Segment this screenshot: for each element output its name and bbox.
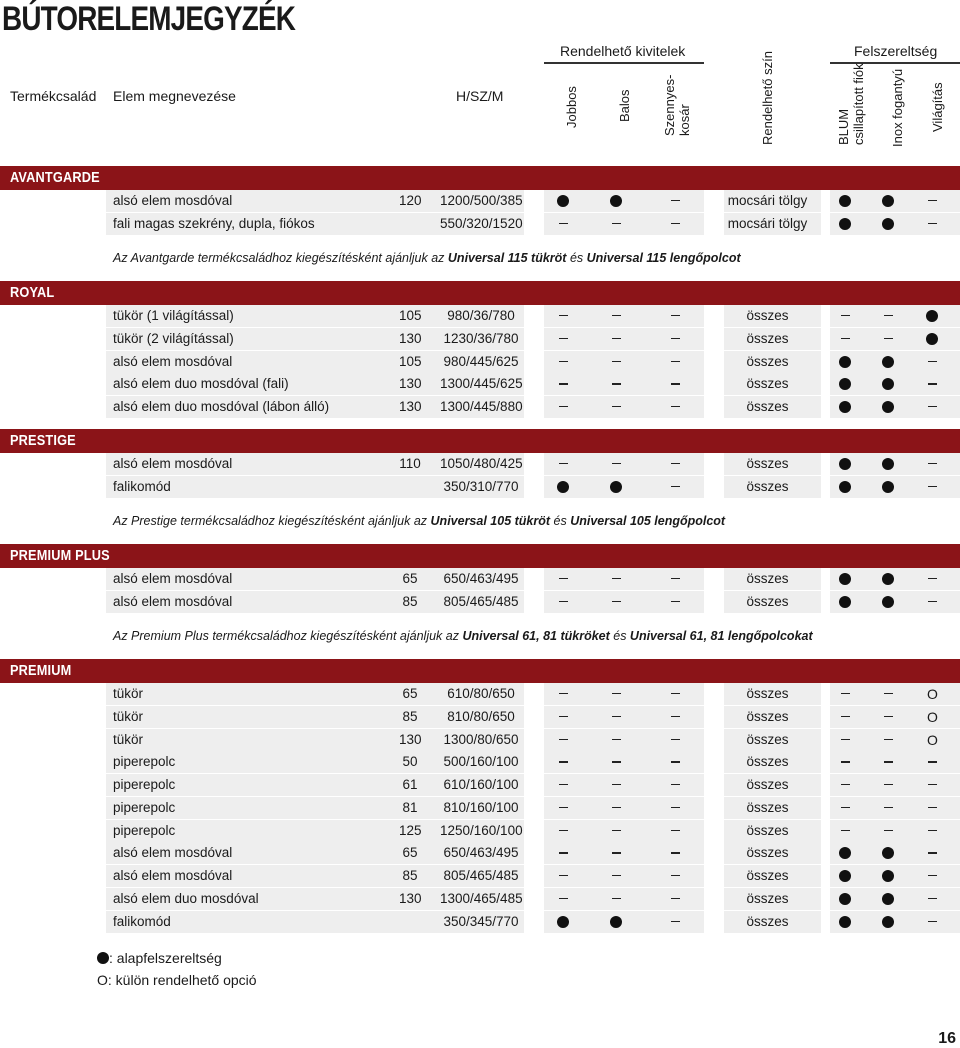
table-row [0, 305, 960, 327]
dash-icon [671, 716, 680, 717]
element-size: 50 [402, 754, 418, 770]
element-dimensions: 650/463/495 [443, 571, 519, 586]
element-color: összes [746, 868, 789, 883]
dash-icon [671, 830, 680, 831]
section-band [0, 544, 960, 568]
element-name: piperepolc [113, 822, 176, 838]
row-shade [544, 305, 704, 327]
row-shade [544, 591, 704, 613]
section-band [0, 281, 960, 305]
dash-icon [612, 383, 621, 384]
dash-icon [928, 361, 937, 362]
dash-icon [841, 761, 850, 762]
element-color: összes [746, 399, 789, 414]
table-row [0, 373, 960, 395]
element-color: összes [746, 478, 789, 494]
element-size: 65 [402, 686, 418, 701]
element-dimensions: 805/465/485 [443, 593, 519, 609]
dash-icon [671, 601, 680, 602]
row-shade [544, 774, 704, 796]
element-size: 130 [399, 399, 422, 414]
dot-icon [839, 916, 851, 928]
header-element-name: Elem megnevezése [113, 88, 236, 104]
element-size: 85 [402, 868, 418, 883]
dash-icon [841, 739, 850, 740]
ring-icon: O [927, 686, 938, 702]
note-text: Az Premium Plus termékcsaládhoz kiegészítésként ajánljuk az [113, 629, 463, 643]
dot-icon [839, 481, 851, 493]
element-name: alsó elem mosdóval [113, 353, 233, 369]
row-shade [544, 568, 704, 590]
dot-icon [610, 916, 622, 928]
dash-icon [928, 852, 937, 853]
dash-icon [612, 693, 621, 694]
dot-icon [926, 333, 938, 345]
dash-icon [884, 716, 893, 717]
dash-icon [671, 486, 680, 487]
row-shade [544, 328, 704, 350]
row-shade [544, 888, 704, 910]
dash-icon [841, 315, 850, 316]
section-band [0, 659, 960, 683]
header-col-basket: Szennyes- kosár [662, 74, 692, 136]
note-text: Universal 61, 81 tükröket [462, 629, 610, 643]
dash-icon [612, 784, 621, 785]
table-row [0, 190, 960, 212]
element-color: összes [746, 686, 789, 701]
element-dimensions: 1200/500/385 [440, 193, 523, 208]
dash-icon [559, 383, 568, 384]
element-name: tükör (1 világítással) [113, 308, 234, 323]
dash-icon [559, 739, 568, 740]
dash-icon [612, 223, 621, 224]
row-shade [544, 751, 704, 773]
dot-icon [839, 573, 851, 585]
dot-icon [926, 310, 938, 322]
dash-icon [928, 807, 937, 808]
note-text: Universal 115 lengőpolcot [586, 251, 741, 265]
dot-icon [882, 458, 894, 470]
element-name: piperepolc [113, 754, 176, 770]
section-band [0, 166, 960, 190]
element-dimensions: 650/463/495 [443, 845, 519, 861]
legend-dot-label: : alapfelszereltség [109, 950, 222, 966]
element-dimensions: 1250/160/100 [440, 822, 523, 838]
table-row [0, 706, 960, 728]
note-text: Universal 105 tükröt [430, 514, 551, 528]
header-dimensions: H/SZ/M [456, 88, 504, 104]
element-dimensions: 805/465/485 [443, 868, 519, 883]
dash-icon [671, 578, 680, 579]
dash-icon [671, 406, 680, 407]
dash-icon [884, 338, 893, 339]
element-size: 61 [402, 777, 418, 792]
table-row [0, 213, 960, 235]
dot-icon [839, 195, 851, 207]
table-row [0, 797, 960, 819]
note-text: és [609, 629, 630, 643]
element-name: fali magas szekrény, dupla, fiókos [113, 215, 315, 231]
dash-icon [671, 383, 680, 384]
dash-icon [671, 898, 680, 899]
table-row [0, 888, 960, 910]
section-name: ROYAL [10, 284, 55, 301]
element-name: alsó elem mosdóval [113, 593, 233, 609]
element-color: mocsári tölgy [727, 215, 808, 231]
element-name: falikomód [113, 478, 171, 494]
table-row [0, 351, 960, 373]
dash-icon [884, 315, 893, 316]
dash-icon [612, 830, 621, 831]
dash-icon [559, 361, 568, 362]
row-shade [544, 396, 704, 418]
dot-icon [882, 218, 894, 230]
element-size: 130 [399, 330, 422, 346]
page-number: 16 [938, 1030, 956, 1047]
element-color: összes [746, 822, 789, 838]
dot-icon [882, 870, 894, 882]
dash-icon [671, 807, 680, 808]
element-dimensions: 1230/36/780 [443, 330, 519, 346]
dash-icon [559, 852, 568, 853]
element-dimensions: 980/445/625 [443, 353, 519, 369]
element-name: alsó elem mosdóval [113, 193, 233, 208]
note-text: Universal 105 lengőpolcot [570, 514, 726, 528]
note-text: és [566, 251, 587, 265]
element-color: összes [746, 353, 789, 369]
element-name: alsó elem mosdóval [113, 868, 233, 883]
dash-icon [559, 578, 568, 579]
dash-icon [884, 784, 893, 785]
dash-icon [559, 601, 568, 602]
element-dimensions: 550/320/1520 [440, 215, 523, 231]
element-dimensions: 810/160/100 [443, 799, 519, 815]
element-color: összes [746, 308, 789, 323]
dash-icon [612, 578, 621, 579]
dash-icon [671, 921, 680, 922]
section-name: PRESTIGE [10, 432, 76, 449]
element-name: piperepolc [113, 777, 176, 792]
row-shade [544, 453, 704, 475]
row-shade [544, 683, 704, 705]
section-name: PREMIUM [10, 662, 72, 679]
dot-icon [839, 458, 851, 470]
element-dimensions: 350/345/770 [443, 913, 519, 929]
header-group-orderable: Rendelhető kivitelek [560, 43, 686, 59]
dash-icon [612, 315, 621, 316]
dash-icon [559, 716, 568, 717]
header-col-color: Rendelhető szín [760, 51, 775, 145]
section-name: PREMIUM PLUS [10, 547, 110, 564]
element-name: alsó elem duo mosdóval (lábon álló) [113, 399, 330, 414]
dash-icon [612, 406, 621, 407]
dot-icon [557, 916, 569, 928]
row-shade [544, 797, 704, 819]
table-row [0, 453, 960, 475]
dash-icon [928, 921, 937, 922]
element-size: 130 [399, 376, 422, 392]
element-color: összes [746, 330, 789, 346]
element-size: 85 [402, 708, 418, 724]
header-col-inox: Inox fogantyú [890, 68, 905, 147]
element-name: tükör [113, 708, 144, 724]
element-color: összes [746, 890, 789, 906]
dash-icon [928, 601, 937, 602]
element-dimensions: 610/160/100 [443, 777, 519, 792]
table-row [0, 591, 960, 613]
header-col-light: Világítás [930, 82, 945, 132]
row-shade [544, 865, 704, 887]
dash-icon [612, 739, 621, 740]
dash-icon [928, 406, 937, 407]
element-size: 110 [399, 456, 421, 471]
element-name: alsó elem mosdóval [113, 845, 233, 861]
dash-icon [559, 338, 568, 339]
element-color: összes [746, 754, 789, 770]
dash-icon [928, 200, 937, 201]
dot-icon [839, 870, 851, 882]
ring-icon: O [927, 708, 938, 725]
element-color: mocsári tölgy [727, 193, 808, 208]
dash-icon [612, 338, 621, 339]
element-name: tükör (2 világítással) [113, 330, 234, 346]
table-row [0, 820, 960, 842]
table-row [0, 328, 960, 350]
element-color: összes [746, 777, 789, 792]
dash-icon [928, 486, 937, 487]
element-size: 130 [399, 890, 422, 906]
element-dimensions: 810/80/650 [447, 708, 515, 724]
header-product-family: Termékcsalád [10, 88, 97, 104]
dash-icon [559, 784, 568, 785]
table-row [0, 911, 960, 933]
dash-icon [671, 784, 680, 785]
dot-icon [882, 573, 894, 585]
dash-icon [559, 223, 568, 224]
element-dimensions: 500/160/100 [443, 754, 519, 770]
element-size: 65 [402, 571, 418, 586]
note-text: Az Avantgarde termékcsaládhoz kiegészítésként ajánljuk az [113, 251, 448, 265]
table-row [0, 842, 960, 864]
element-name: piperepolc [113, 799, 176, 815]
legend-dot [97, 950, 222, 966]
dash-icon [671, 852, 680, 853]
dash-icon [671, 338, 680, 339]
element-name: alsó elem duo mosdóval [113, 890, 259, 906]
section-name: AVANTGARDE [10, 169, 100, 186]
dot-icon [610, 195, 622, 207]
dash-icon [928, 898, 937, 899]
dash-icon [612, 761, 621, 762]
dot-icon [839, 356, 851, 368]
dot-icon [839, 596, 851, 608]
dot-icon [557, 481, 569, 493]
table-row [0, 568, 960, 590]
dash-icon [671, 315, 680, 316]
table-row [0, 683, 960, 705]
group-underline [544, 62, 704, 64]
dash-icon [928, 578, 937, 579]
element-size: 125 [399, 822, 422, 838]
dash-icon [841, 830, 850, 831]
dash-icon [884, 739, 893, 740]
element-name: tükör [113, 686, 144, 701]
dot-icon [610, 481, 622, 493]
element-size: 105 [399, 308, 422, 323]
dot-icon [882, 596, 894, 608]
dash-icon [928, 383, 937, 384]
header-col-blum: BLUM csillapított fiók [836, 63, 866, 145]
dash-icon [612, 463, 621, 464]
element-dimensions: 350/310/770 [443, 478, 519, 494]
element-name: alsó elem mosdóval [113, 456, 233, 471]
element-color: összes [746, 731, 789, 747]
dot-icon [839, 401, 851, 413]
dot-icon [839, 893, 851, 905]
section-note [113, 514, 725, 528]
element-size: 105 [399, 353, 422, 369]
dash-icon [671, 200, 680, 201]
dot-icon [882, 893, 894, 905]
dash-icon [841, 338, 850, 339]
dash-icon [612, 898, 621, 899]
dash-icon [559, 898, 568, 899]
element-size: 65 [402, 845, 418, 861]
dash-icon [671, 463, 680, 464]
dash-icon [612, 852, 621, 853]
table-row [0, 751, 960, 773]
element-color: összes [746, 376, 789, 392]
row-shade [544, 820, 704, 842]
dash-icon [928, 830, 937, 831]
element-color: összes [746, 593, 789, 609]
dash-icon [841, 693, 850, 694]
element-size: 130 [399, 731, 422, 747]
element-dimensions: 610/80/650 [447, 686, 515, 701]
table-row [0, 729, 960, 751]
dash-icon [612, 601, 621, 602]
element-color: összes [746, 708, 789, 724]
row-shade [544, 729, 704, 751]
dash-icon [841, 807, 850, 808]
dash-icon [612, 807, 621, 808]
element-color: összes [746, 456, 789, 471]
note-text: Az Prestige termékcsaládhoz kiegészítésként ajánljuk az [113, 514, 431, 528]
header-group-equipment: Felszereltség [854, 43, 938, 59]
dash-icon [671, 693, 680, 694]
element-dimensions: 1050/480/425 [440, 456, 523, 471]
dash-icon [559, 830, 568, 831]
dash-icon [671, 875, 680, 876]
dot-icon [882, 481, 894, 493]
row-shade [544, 373, 704, 395]
element-dimensions: 1300/445/625 [440, 376, 523, 392]
dot-icon [839, 218, 851, 230]
dash-icon [612, 716, 621, 717]
dash-icon [559, 693, 568, 694]
element-name: falikomód [113, 913, 171, 929]
dash-icon [928, 784, 937, 785]
table-row [0, 865, 960, 887]
dash-icon [559, 406, 568, 407]
element-size: 81 [402, 799, 418, 815]
table-row [0, 396, 960, 418]
dash-icon [928, 761, 937, 762]
note-text: Universal 61, 81 lengőpolcokat [629, 629, 813, 643]
dash-icon [671, 761, 680, 762]
dash-icon [671, 739, 680, 740]
page-title: BÚTORELEMJEGYZÉK [2, 0, 296, 38]
row-shade [544, 706, 704, 728]
element-color: összes [746, 799, 789, 815]
dot-icon [882, 401, 894, 413]
dash-icon [884, 693, 893, 694]
header-col-right: Jobbos [564, 86, 579, 128]
dot-icon [97, 952, 109, 964]
element-dimensions: 1300/80/650 [443, 731, 519, 747]
dash-icon [884, 761, 893, 762]
row-shade [544, 213, 704, 235]
dash-icon [928, 463, 937, 464]
element-dimensions: 1300/465/485 [440, 890, 523, 906]
row-shade [544, 842, 704, 864]
table-row [0, 476, 960, 498]
element-dimensions: 1300/445/880 [440, 399, 523, 414]
section-note [113, 629, 813, 643]
element-size: 85 [402, 593, 418, 609]
dash-icon [559, 807, 568, 808]
dash-icon [559, 315, 568, 316]
element-color: összes [746, 913, 789, 929]
section-band [0, 429, 960, 453]
dot-icon [557, 195, 569, 207]
dash-icon [841, 784, 850, 785]
table-row [0, 774, 960, 796]
element-color: összes [746, 845, 789, 861]
legend-ring: O: külön rendelhető opció [97, 972, 257, 988]
element-color: összes [746, 571, 789, 586]
ring-icon: O [927, 731, 938, 748]
row-shade [544, 351, 704, 373]
dash-icon [928, 223, 937, 224]
note-text: Universal 115 tükröt [447, 251, 567, 265]
dot-icon [882, 356, 894, 368]
dash-icon [884, 830, 893, 831]
element-name: alsó elem mosdóval [113, 571, 233, 586]
dot-icon [882, 916, 894, 928]
dash-icon [559, 761, 568, 762]
element-name: alsó elem duo mosdóval (fali) [113, 376, 289, 392]
dash-icon [671, 361, 680, 362]
element-dimensions: 980/36/780 [447, 308, 515, 323]
dash-icon [612, 361, 621, 362]
dash-icon [928, 875, 937, 876]
dash-icon [884, 807, 893, 808]
dash-icon [671, 223, 680, 224]
element-size: 120 [399, 193, 422, 208]
dash-icon [559, 875, 568, 876]
dot-icon [882, 195, 894, 207]
note-text: és [550, 514, 571, 528]
section-note [113, 251, 741, 265]
element-name: tükör [113, 731, 144, 747]
dash-icon [559, 463, 568, 464]
dash-icon [612, 875, 621, 876]
dash-icon [841, 716, 850, 717]
header-col-left: Balos [617, 89, 632, 122]
